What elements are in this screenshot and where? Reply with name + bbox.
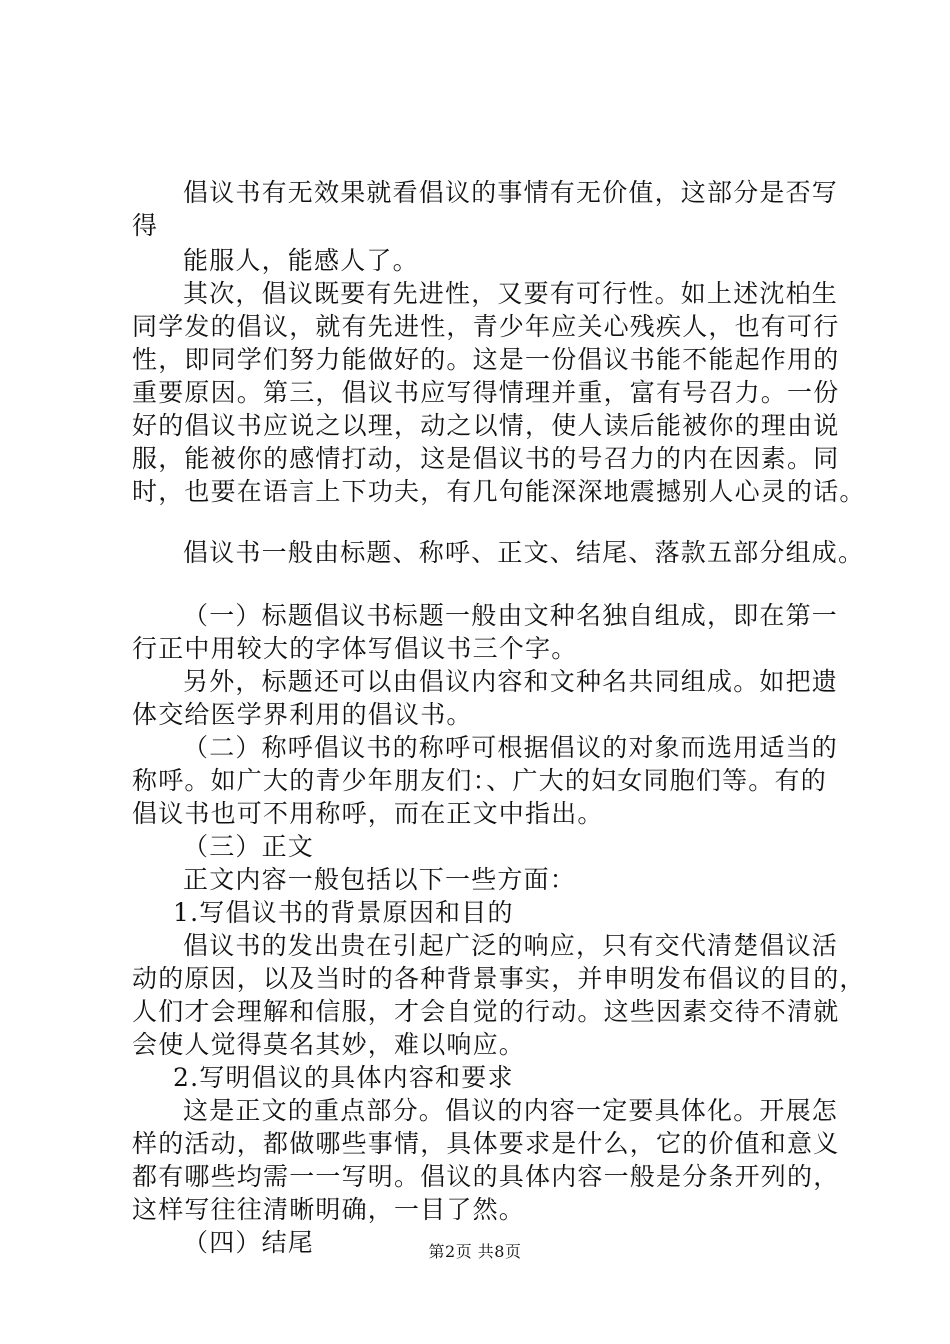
text-line: 体交给医学界利用的倡议书。 xyxy=(132,700,473,729)
page-footer: 第2页 共8页 xyxy=(428,1242,522,1261)
text-line: 动的原因，以及当时的各种背景事实，并申明发布倡议的目的， xyxy=(132,964,866,993)
text-line: 这样写往往清晰明确，一目了然。 xyxy=(132,1195,526,1224)
text-line: 好的倡议书应说之以理，动之以情，使人读后能被你的理由说 xyxy=(132,411,840,440)
text-line: 行正中用较大的字体写倡议书三个字。 xyxy=(132,634,578,663)
text-line: （二）称呼倡议书的称呼可根据倡议的对象而选用适当的 xyxy=(183,733,839,762)
text-line: 倡议书有无效果就看倡议的事情有无价值，这部分是否写 xyxy=(183,178,839,207)
text-line: 服，能被你的感情打动，这是倡议书的号召力的内在因素。同 xyxy=(132,444,840,473)
text-line: 正文内容一般包括以下一些方面： xyxy=(183,865,577,894)
text-line: 都有哪些均需一一写明。倡议的具体内容一般是分条开列的， xyxy=(132,1162,840,1191)
text-line: 能服人，能感人了。 xyxy=(183,246,419,275)
text-line: 倡议书一般由标题、称呼、正文、结尾、落款五部分组成。 xyxy=(183,538,865,567)
text-line: 得 xyxy=(132,211,159,240)
text-line: 1.写倡议书的背景原因和目的 xyxy=(173,898,514,927)
text-line: 人们才会理解和信服，才会自觉的行动。这些因素交待不清就 xyxy=(132,997,840,1026)
text-line: 同学发的倡议，就有先进性，青少年应关心残疾人，也有可行 xyxy=(132,312,840,341)
text-line: 会使人觉得莫名其妙，难以响应。 xyxy=(132,1030,526,1059)
text-line: （一）标题倡议书标题一般由文种名独自组成，即在第一 xyxy=(183,601,839,630)
text-line: 倡议书也可不用称呼，而在正文中指出。 xyxy=(132,799,604,828)
text-line: 称呼。如广大的青少年朋友们：、广大的妇女同胞们等。有的 xyxy=(132,766,827,795)
text-line: 这是正文的重点部分。倡议的内容一定要具体化。开展怎 xyxy=(183,1096,839,1125)
text-line: 时，也要在语言上下功夫，有几句能深深地震撼别人心灵的话。 xyxy=(132,477,866,506)
text-line: 样的活动，都做哪些事情，具体要求是什么，它的价值和意义 xyxy=(132,1129,840,1158)
text-line: 倡议书的发出贵在引起广泛的响应，只有交代清楚倡议活 xyxy=(183,931,839,960)
text-line: 其次，倡议既要有先进性，又要有可行性。如上述沈柏生 xyxy=(183,279,839,308)
text-line: 2.写明倡议的具体内容和要求 xyxy=(173,1063,514,1092)
text-line: 重要原因。第三，倡议书应写得情理并重，富有号召力。一份 xyxy=(132,378,840,407)
text-line: （三）正文 xyxy=(183,832,315,861)
text-line: 另外，标题还可以由倡议内容和文种名共同组成。如把遗 xyxy=(183,667,839,696)
text-line: 性，即同学们努力能做好的。这是一份倡议书能不能起作用的 xyxy=(132,345,840,374)
text-line: （四）结尾 xyxy=(183,1228,315,1257)
